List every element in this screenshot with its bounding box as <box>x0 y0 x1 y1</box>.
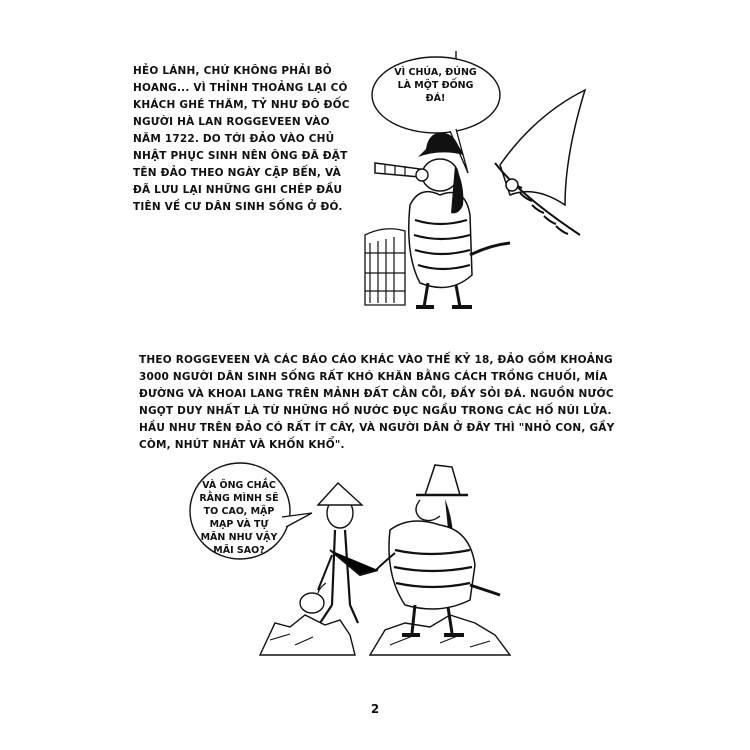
caption-middle: THEO ROGGEVEEN VÀ CÁC BÁO CÁO KHÁC VÀO THẾ KỶ 18, ĐẢO GỒM KHOẢNG 3000 NGƯỜI DÂN SINH SỐNG RẤT KHÓ KHĂN BẰNG CÁCH TRỒNG CHUỐI, MÍA ĐƯỜNG VÀ KHOAI LANG TRÊN MẢNH ĐẤT CẰN CỖI, ĐẦY SỎI ĐÁ. NGUỒN NƯỚC NGỌT DUY NHẤT LÀ TỪ NHỮNG HỒ NƯỚC ĐỤC NGẦU TRONG CÁC HỐ NÚI LỬA. HẦU NHƯ TRÊN ĐẢO CÓ RẤT ÍT CÂY, VÀ NGƯỜI DÂN Ở ĐÂY THÌ "NHỎ CON, GẦY CÒM, NHÚT NHÁT VÀ KHỐN KHỔ". <box>139 354 615 451</box>
speech-bubble-1-text: VÌ CHÚA, ĐÚNG LÀ MỘT ĐỐNG ĐÁ! <box>394 67 477 104</box>
caption-top: HẺO LÁNH, CHỨ KHÔNG PHẢI BỎ HOANG... VÌ THỈNH THOẢNG LẠI CÓ KHÁCH GHÉ THĂM, TỶ NHƯ ĐÔ ĐỐC NGƯỜI HÀ LAN ROGGEVEEN VÀO NĂM 1722. DO TỚI ĐẢO VÀO CHỦ NHẬT PHỤC SINH NÊN ÔNG ĐÃ ĐẶT TÊN ĐẢO THEO NGÀY CẬP BẾN, VÀ ĐÃ LƯU LẠI NHỮNG GHI CHÉP ĐẦU TIÊN VỀ CƯ DÂN SINH SỐNG Ở ĐÓ. <box>133 65 350 213</box>
speech-bubble-2-text: VÀ ÔNG CHẮC RẰNG MÌNH SẼ TO CAO, MẬP MẠP VÀ TỰ MÃN NHƯ VẬY MÃI SAO? <box>199 480 279 556</box>
page-number: 2 <box>370 702 380 716</box>
